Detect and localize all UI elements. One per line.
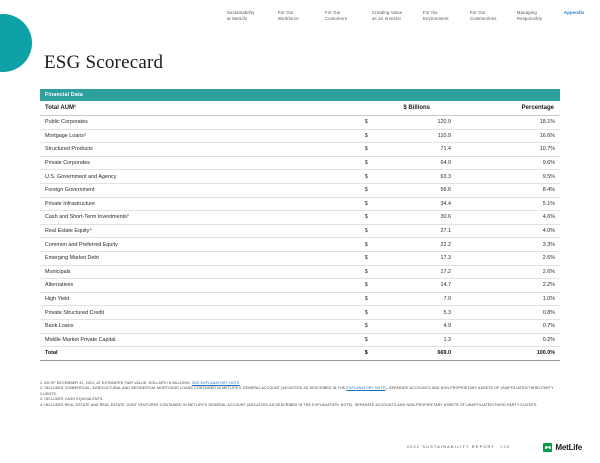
- table-row: [40, 116, 560, 130]
- row-percentage: 2.6%: [456, 251, 560, 265]
- table-row: [40, 279, 560, 293]
- section-header-label: Financial Data: [40, 89, 560, 101]
- nav-item-line2: Environment: [423, 16, 449, 21]
- row-label: Alternatives: [40, 279, 342, 293]
- row-label: Private Infrastructure: [40, 197, 342, 211]
- table-row: [40, 292, 560, 306]
- row-percentage: 8.4%: [456, 183, 560, 197]
- nav-item-appendix[interactable]: [564, 10, 592, 16]
- table-row: [40, 143, 560, 157]
- row-label: High Yield: [40, 292, 342, 306]
- table-row: [40, 197, 560, 211]
- nav-item-line1: Appendix: [564, 10, 585, 15]
- row-currency: $: [342, 183, 373, 197]
- nav-item-line2: at MetLife: [227, 16, 248, 21]
- table-row: [40, 183, 560, 197]
- total-label: Total: [40, 347, 342, 361]
- table-row: [40, 251, 560, 265]
- row-value: 110.9: [373, 129, 456, 143]
- nav-item-sustainability-at-metlife[interactable]: [227, 10, 267, 22]
- total-percentage: 100.0%: [456, 347, 560, 361]
- row-label: Private Structured Credit: [40, 306, 342, 320]
- row-percentage: 1.0%: [456, 292, 560, 306]
- financial-data-table: [40, 89, 560, 361]
- row-value: 30.6: [373, 211, 456, 225]
- row-percentage: 0.7%: [456, 319, 560, 333]
- nav-item-creating-value-as-an-investor[interactable]: [372, 10, 412, 22]
- footer-report-label-group: [407, 444, 510, 449]
- row-currency: $: [342, 170, 373, 184]
- table-row: [40, 156, 560, 170]
- row-label: U.S. Government and Agency: [40, 170, 342, 184]
- footnotes: [40, 381, 562, 408]
- nav-item-for-our-communities[interactable]: [470, 10, 506, 22]
- nav-item-line2: Communities: [470, 16, 497, 21]
- footnote-text: 2. INCLUDES COMMERCIAL, AGRICULTURAL AND RESIDENTIAL MORTGAGE LOANS CONTAINED IN METLIFE'S GENERAL ACCOUNT (ADJUSTED AS DESCRIBED IN THE: [40, 386, 347, 391]
- footnote-link[interactable]: EXPLANATORY NOTE: [346, 386, 386, 391]
- page-title: ESG Scorecard: [44, 52, 164, 73]
- footer-page-number: 135: [500, 444, 510, 449]
- nav-item-line1: For Our: [278, 10, 294, 15]
- row-currency: $: [342, 292, 373, 306]
- nav-item-line1: For Our: [470, 10, 486, 15]
- row-currency: $: [342, 333, 373, 347]
- footnote-text-after: .: [239, 381, 241, 385]
- row-currency: $: [342, 319, 373, 333]
- row-value: 7.0: [373, 292, 456, 306]
- metlife-logo-icon: [543, 443, 552, 452]
- row-value: 5.3: [373, 306, 456, 320]
- decorative-circle: [0, 14, 32, 72]
- row-percentage: 9.6%: [456, 156, 560, 170]
- row-currency: $: [342, 251, 373, 265]
- row-percentage: 9.5%: [456, 170, 560, 184]
- row-value: 4.9: [373, 319, 456, 333]
- table-section-header: [40, 89, 560, 101]
- row-percentage: 2.2%: [456, 279, 560, 293]
- brand-logo: [543, 443, 582, 452]
- row-value: 17.2: [373, 265, 456, 279]
- row-percentage: 16.6%: [456, 129, 560, 143]
- footnote-text: 1. AS OF DECEMBER 31, 2021, AT ESTIMATED FAIR VALUE, DOLLARS IN BILLIONS.: [40, 381, 192, 385]
- row-value: 71.4: [373, 143, 456, 157]
- column-header-currency: [342, 101, 373, 116]
- nav-item-for-our-workforce[interactable]: [278, 10, 314, 22]
- nav-item-for-the-environment[interactable]: [423, 10, 459, 22]
- row-value: 120.9: [373, 116, 456, 130]
- row-value: 63.3: [373, 170, 456, 184]
- row-currency: $: [342, 156, 373, 170]
- table-total-row: [40, 347, 560, 361]
- row-percentage: 10.7%: [456, 143, 560, 157]
- footer-report-label: 2021 SUSTAINABILITY REPORT: [406, 444, 496, 449]
- row-currency: $: [342, 197, 373, 211]
- row-currency: $: [342, 224, 373, 238]
- nav-item-line1: Sustainability: [227, 10, 255, 15]
- row-currency: $: [342, 306, 373, 320]
- nav-item-line2: as an Investor: [372, 16, 402, 21]
- nav-item-line1: Creating Value: [372, 10, 403, 15]
- footnote-2: [40, 386, 562, 397]
- nav-item-line1: For Our: [325, 10, 341, 15]
- row-value: 22.2: [373, 238, 456, 252]
- column-header-billions: $ Billions: [373, 101, 456, 116]
- row-value: 14.7: [373, 279, 456, 293]
- nav-item-line1: Managing: [517, 10, 537, 15]
- row-label: Cash and Short-Term Investments³: [40, 211, 342, 225]
- row-percentage: 0.8%: [456, 306, 560, 320]
- row-label: Common and Preferred Equity: [40, 238, 342, 252]
- row-label: Emerging Market Debt: [40, 251, 342, 265]
- table-row: [40, 129, 560, 143]
- row-value: 1.3: [373, 333, 456, 347]
- page-footer: [0, 435, 600, 453]
- row-label: Foreign Government: [40, 183, 342, 197]
- table-row: [40, 170, 560, 184]
- row-value: 56.6: [373, 183, 456, 197]
- table-row: [40, 224, 560, 238]
- nav-item-for-our-customers[interactable]: [325, 10, 361, 22]
- row-value: 34.4: [373, 197, 456, 211]
- row-value: 64.0: [373, 156, 456, 170]
- table-row: [40, 211, 560, 225]
- nav-item-managing-responsibly[interactable]: [517, 10, 553, 22]
- column-header-total-aum: Total AUM¹: [40, 101, 342, 116]
- row-label: Structured Products: [40, 143, 342, 157]
- row-currency: $: [342, 143, 373, 157]
- row-label: Mortgage Loans²: [40, 129, 342, 143]
- nav-item-line2: Workforce: [278, 16, 299, 21]
- footnote-4: [40, 403, 562, 408]
- table-row: [40, 265, 560, 279]
- footnote-text-after: ), SEPARATE ACCOUNTS AND NON-PROPRIETARY ASSETS OF UNAFFILIATED/THIRD-PARTY CLIENTS.: [40, 386, 554, 396]
- footnote-text: 3. INCLUDES CASH EQUIVALENTS.: [40, 397, 104, 402]
- total-value: 669.0: [373, 347, 456, 361]
- row-currency: $: [342, 265, 373, 279]
- row-percentage: 5.1%: [456, 197, 560, 211]
- row-currency: $: [342, 129, 373, 143]
- footnote-text: 4. INCLUDES REAL ESTATE AND REAL ESTATE JOINT VENTURES CONTAINED IN METLIFE'S GENERAL ACCOUNT (ADJUSTED AS DESCRIBED IN THE EXPLANATORY NOTE), SEPARATE ACCOUNTS AND NON-PROPRIETARY ASSETS OF UNAFFILIATED/THIRD-PARTY CLIENTS.: [40, 402, 538, 407]
- table-column-headers: [40, 101, 560, 116]
- table-row: [40, 333, 560, 347]
- nav-item-line1: For the: [423, 10, 438, 15]
- brand-name: MetLife: [555, 443, 582, 452]
- table-row: [40, 306, 560, 320]
- row-currency: $: [342, 238, 373, 252]
- row-label: Real Estate Equity⁴: [40, 224, 342, 238]
- row-percentage: 4.6%: [456, 211, 560, 225]
- row-currency: $: [342, 211, 373, 225]
- total-currency: $: [342, 347, 373, 361]
- nav-item-line2: Responsibly: [517, 16, 543, 21]
- nav-item-line2: Customers: [325, 16, 348, 21]
- row-currency: $: [342, 116, 373, 130]
- footnote-link[interactable]: SEE EXPLANATORY NOTE: [191, 381, 240, 385]
- row-percentage: 18.1%: [456, 116, 560, 130]
- row-label: Private Corporates: [40, 156, 342, 170]
- row-label: Municipals: [40, 265, 342, 279]
- column-header-percentage: Percentage: [456, 101, 560, 116]
- row-percentage: 3.3%: [456, 238, 560, 252]
- top-navigation[interactable]: [227, 10, 592, 22]
- table-row: [40, 238, 560, 252]
- row-value: 17.3: [373, 251, 456, 265]
- row-label: Bank Loans: [40, 319, 342, 333]
- row-currency: $: [342, 279, 373, 293]
- row-label: Middle Market Private Capital: [40, 333, 342, 347]
- table-row: [40, 319, 560, 333]
- row-value: 27.1: [373, 224, 456, 238]
- row-label: Public Corporates: [40, 116, 342, 130]
- row-percentage: 0.2%: [456, 333, 560, 347]
- row-percentage: 2.6%: [456, 265, 560, 279]
- row-percentage: 4.0%: [456, 224, 560, 238]
